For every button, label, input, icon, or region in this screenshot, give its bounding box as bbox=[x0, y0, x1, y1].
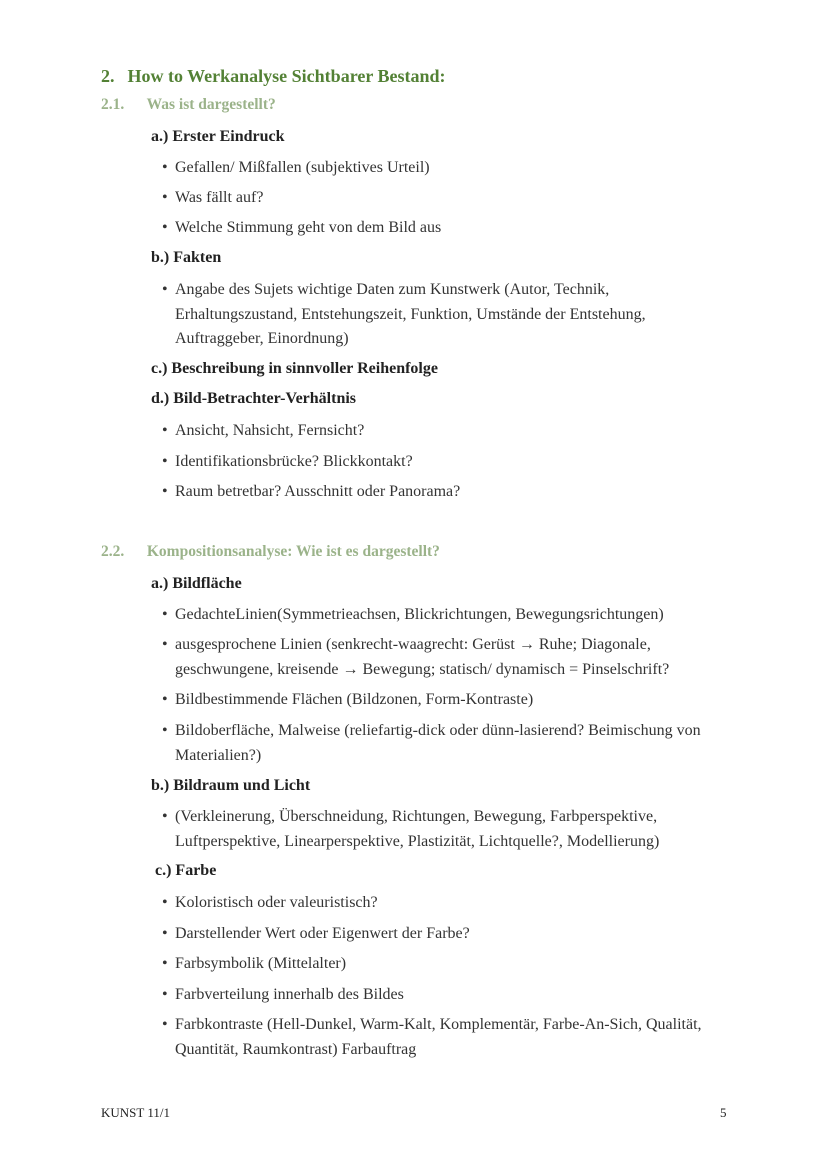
bullet-icon: • bbox=[162, 986, 168, 1003]
section-number: 2. bbox=[101, 66, 115, 86]
bullet-icon: • bbox=[162, 636, 168, 653]
sub-heading-beschreibung: c.) Beschreibung in sinnvoller Reihenfolge bbox=[151, 360, 438, 377]
subsection-title: Kompositionsanalyse: Wie ist es dargestellt? bbox=[146, 543, 440, 560]
bullet-icon: • bbox=[162, 422, 168, 439]
subsection-heading-2-1 bbox=[101, 96, 276, 114]
sub-heading-bildflaeche: a.) Bildfläche bbox=[151, 575, 242, 592]
bullet-icon: • bbox=[162, 808, 168, 825]
bullet-icon: • bbox=[162, 281, 168, 298]
list-item: • Was fällt auf? bbox=[162, 186, 735, 211]
bullet-icon: • bbox=[162, 925, 168, 942]
footer-course: KUNST 11/1 bbox=[101, 1105, 170, 1120]
subsection-title: Was ist dargestellt? bbox=[146, 96, 276, 113]
list-item: • Welche Stimmung geht von dem Bild aus bbox=[162, 216, 735, 241]
bullet-icon: • bbox=[162, 483, 168, 500]
list-item: • Bildbestimmende Flächen (Bildzonen, Form-Kontraste) bbox=[162, 688, 735, 713]
list-item: • ausgesprochene Linien (senkrecht-waagrecht: Gerüst → Ruhe; Diagonale, geschwungene, kreisende → Bewegung; statisch/ dynamisch = Pinselschrift? bbox=[162, 633, 735, 682]
section-title: How to Werkanalyse Sichtbarer Bestand: bbox=[127, 66, 446, 86]
list-item: • Koloristisch oder valeuristisch? bbox=[162, 891, 735, 916]
bullet-icon: • bbox=[162, 691, 168, 708]
list-item: • Angabe des Sujets wichtige Daten zum Kunstwerk (Autor, Technik, Erhaltungszustand, Entstehungszeit, Funktion, Umstände der Entstehung, Auftraggeber, Einordnung) bbox=[162, 278, 685, 352]
list-item: • Farbsymbolik (Mittelalter) bbox=[162, 952, 735, 977]
page-number: 5 bbox=[720, 1105, 727, 1120]
subsection-number: 2.1. bbox=[101, 96, 125, 113]
bullet-icon: • bbox=[162, 722, 168, 739]
section-heading bbox=[101, 66, 446, 87]
sub-heading-bildraum: b.) Bildraum und Licht bbox=[151, 777, 311, 794]
list-item: • Gefallen/ Mißfallen (subjektives Urteil) bbox=[162, 156, 735, 181]
sub-heading-fakten: b.) Fakten bbox=[151, 249, 222, 266]
list-item: • GedachteLinien(Symmetrieachsen, Blickrichtungen, Bewegungsrichtungen) bbox=[162, 603, 735, 628]
bullet-icon: • bbox=[162, 159, 168, 176]
sub-heading-bild-betrachter: d.) Bild-Betrachter-Verhältnis bbox=[151, 390, 357, 407]
list-item: • Farbkontraste (Hell-Dunkel, Warm-Kalt, Komplementär, Farbe-An-Sich, Qualität, Quantität, Raumkontrast) Farbauftrag bbox=[162, 1013, 735, 1062]
sub-heading-erster-eindruck: a.) Erster Eindruck bbox=[151, 128, 285, 145]
bullet-icon: • bbox=[162, 1016, 168, 1033]
bullet-icon: • bbox=[162, 606, 168, 623]
sub-heading-farbe: c.) Farbe bbox=[155, 862, 217, 879]
bullet-icon: • bbox=[162, 894, 168, 911]
bullet-icon: • bbox=[162, 219, 168, 236]
list-item: • Farbverteilung innerhalb des Bildes bbox=[162, 983, 735, 1008]
bullet-icon: • bbox=[162, 453, 168, 470]
list-item: • (Verkleinerung, Überschneidung, Richtungen, Bewegung, Farbperspektive, Luftperspektive, Linearperspektive, Plastizität, Lichtquelle?, Modellierung) bbox=[162, 805, 705, 854]
list-item: • Darstellender Wert oder Eigenwert der Farbe? bbox=[162, 922, 735, 947]
subsection-number: 2.2. bbox=[101, 543, 125, 560]
bullet-icon: • bbox=[162, 955, 168, 972]
bullet-icon: • bbox=[162, 189, 168, 206]
list-item: • Bildoberfläche, Malweise (reliefartig-dick oder dünn-lasierend? Beimischung von Materialien?) bbox=[162, 719, 735, 768]
list-item: • Ansicht, Nahsicht, Fernsicht? bbox=[162, 419, 735, 444]
list-item: • Raum betretbar? Ausschnitt oder Panorama? bbox=[162, 480, 735, 505]
list-item: • Identifikationsbrücke? Blickkontakt? bbox=[162, 450, 735, 475]
subsection-heading-2-2 bbox=[101, 543, 440, 561]
